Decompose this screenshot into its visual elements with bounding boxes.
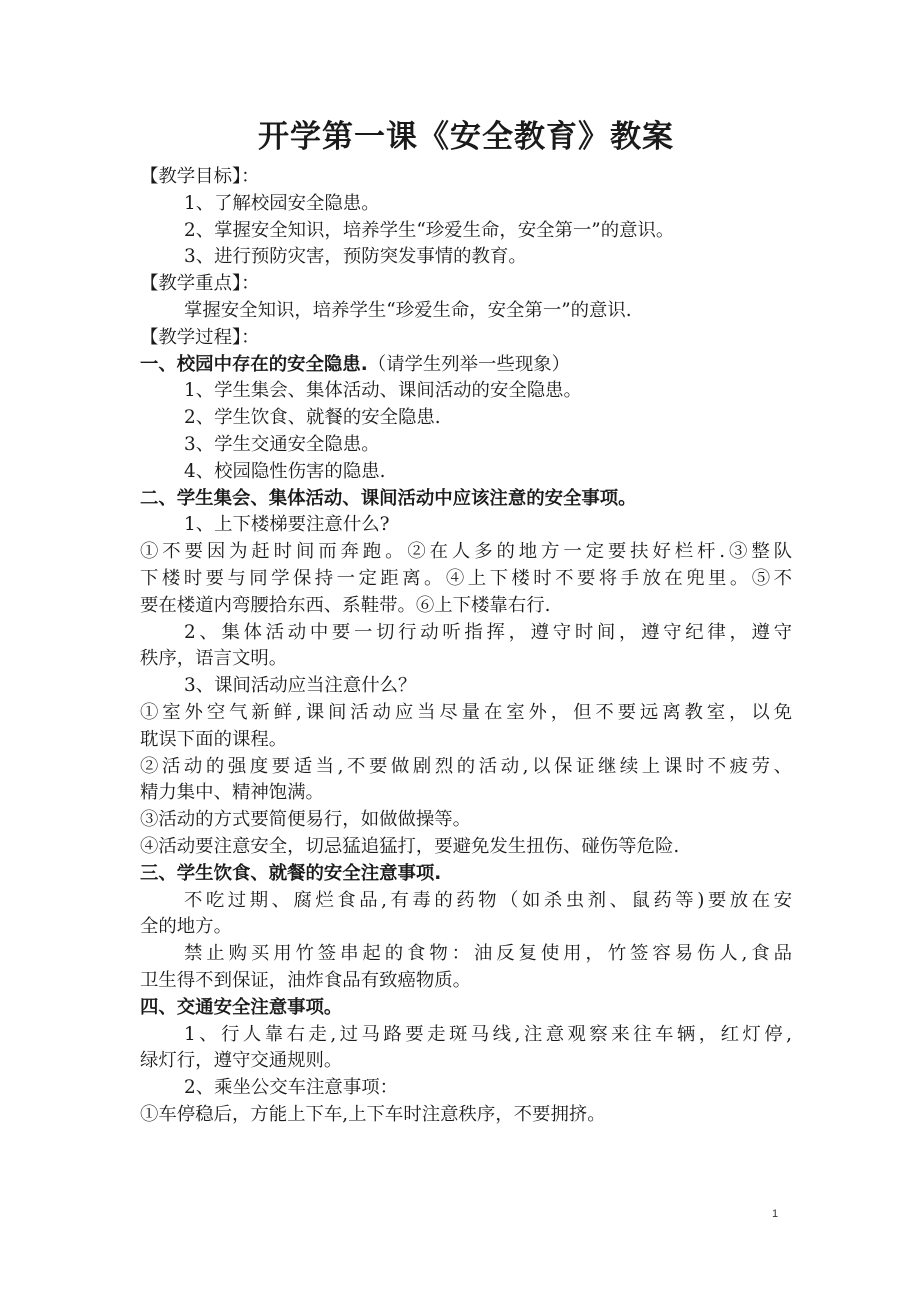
body-line: 下楼时要与同学保持一定距离。④上下楼时不要将手放在兜里。⑤不 [140,567,792,589]
body-line: 耽误下面的课程。 [140,728,288,750]
body-line: ①车停稳后，方能上下车,上下车时注意秩序，不要拥挤。 [140,1103,606,1125]
hazard-item: 1、学生集会、集体活动、课间活动的安全隐患。 [184,380,582,402]
stairs-question: 1、上下楼梯要注意什么? [184,514,390,536]
page-number: 1 [772,1208,779,1220]
body-line: ①不要因为赶时间而奔跑。②在人多的地方一定要扶好栏杆.③整队 [140,541,792,563]
part-four-heading: 四、交通安全注意事项。 [140,996,343,1018]
body-line: 要在楼道内弯腰拾东西、系鞋带。⑥上下楼靠右行. [140,594,551,616]
body-line: 2、集体活动中要一切行动听指挥，遵守时间，遵守纪律，遵守 [184,621,792,643]
body-line: 禁止购买用竹签串起的食物：油反复使用，竹签容易伤人,食品 [184,943,792,965]
part-one-heading [140,352,792,379]
recess-question: 3、课间活动应当注意什么？ [184,675,417,697]
part-three-heading: 三、学生饮食、就餐的安全注意事项. [140,862,442,884]
document-page [140,112,792,1129]
body-line: ③活动的方式要简便易行，如做做操等。 [140,809,472,831]
objective-item: 2、掌握安全知识，培养学生“珍爱生命，安全第一”的意识。 [184,219,675,241]
part-one-note: （请学生列举一些现象） [367,353,570,375]
body-line: 不吃过期、腐烂食品,有毒的药物（如杀虫剂、鼠药等)要放在安 [184,889,792,911]
key-point-text: 掌握安全知识，培养学生“珍爱生命，安全第一”的意识. [184,299,632,321]
hazard-item: 2、学生饮食、就餐的安全隐患. [184,407,441,429]
hazard-item: 3、学生交通安全隐患。 [184,433,380,455]
body-line: ①室外空气新鲜,课间活动应当尽量在室外，但不要远离教室，以免 [140,701,792,723]
hazard-item: 4、校园隐性伤害的隐患. [184,460,386,482]
section-heading-process: 【教学过程】： [140,326,260,348]
body-line: 绿灯行，遵守交通规则。 [140,1050,343,1072]
body-line: 全的地方。 [140,916,232,938]
bus-subheading: 2、乘坐公交车注意事项： [184,1077,398,1099]
objective-item: 3、进行预防灾害，预防突发事情的教育。 [184,246,527,268]
section-heading-key-points: 【教学重点】： [140,273,260,295]
body-line: 精力集中、精神饱满。 [140,782,324,804]
body-line: 1、行人靠右走,过马路要走斑马线,注意观察来往车辆，红灯停, [184,1023,792,1045]
part-one-title: 一、校园中存在的安全隐患. [140,353,368,375]
section-heading-objectives: 【教学目标】： [140,166,260,187]
body-line: ④活动要注意安全，切忌猛追猛打，要避免发生扭伤、碰伤等危险. [140,835,680,857]
document-title: 开学第一课《安全教育》教案 [258,119,674,155]
body-line: ②活动的强度要适当,不要做剧烈的活动,以保证继续上课时不疲劳、 [140,755,792,777]
part-two-heading: 二、学生集会、集体活动、课间活动中应该注意的安全事项。 [140,487,637,509]
objective-item: 1、了解校园安全隐患。 [184,192,380,214]
body-line: 卫生得不到保证，油炸食品有致癌物质。 [140,969,472,991]
body-line: 秩序，语言文明。 [140,648,288,670]
